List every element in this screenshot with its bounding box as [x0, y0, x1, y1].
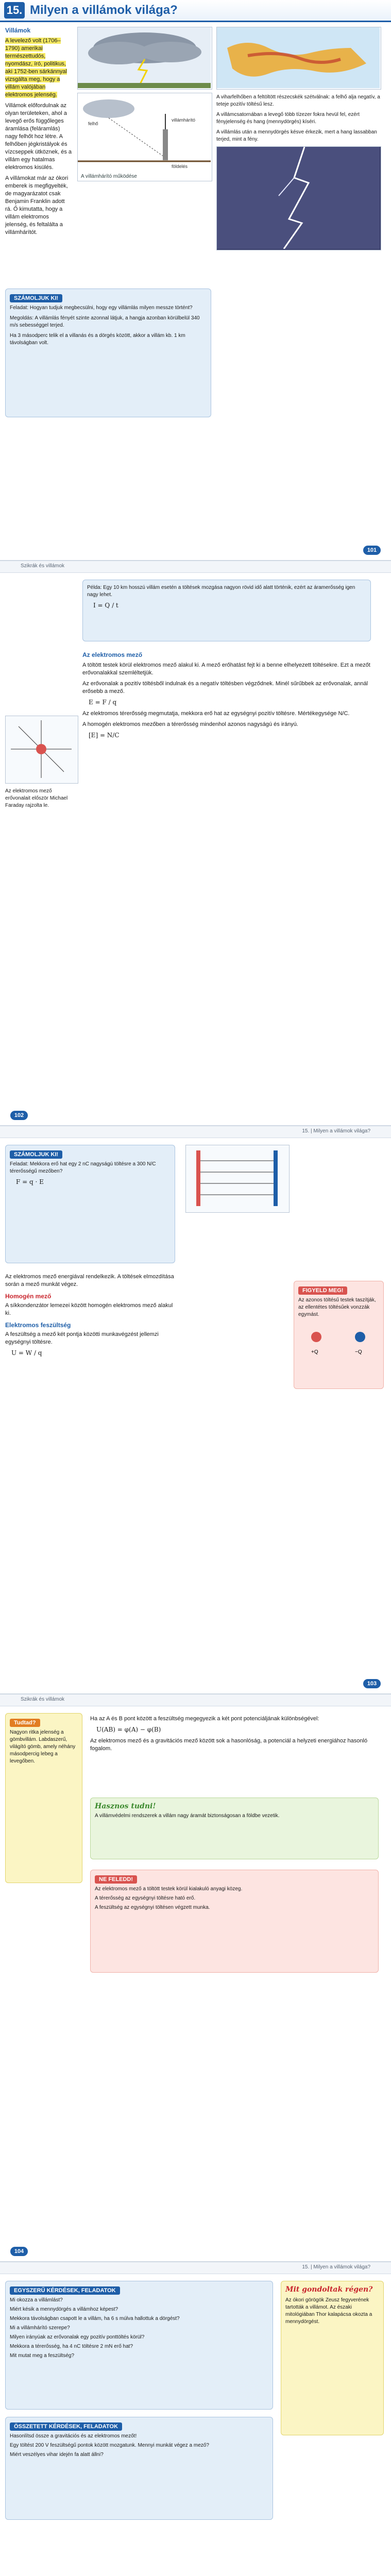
paragraph-field-3: Az elektromos térerősség megmutatja, mekkora erő hat az egységnyi pozitív töltésre. Mértékegysége N/C.	[82, 710, 350, 717]
page-number: 104	[10, 2247, 28, 2256]
lightning-photo	[216, 146, 381, 250]
side-text-3: A villámlás után a mennydörgés késve érkezik, mert a hang lassabban terjed, mint a fény.	[216, 129, 377, 142]
ne-feledd-title: NE FELEDD!	[95, 1875, 137, 1884]
history-text: Az ókori görögök Zeusz fegyverének tartották a villámot. Az északi mitológiában Thor kalapácsa okozta a mennydörgést.	[285, 2297, 372, 2325]
chapter-title-bar	[0, 0, 391, 22]
homogeneous-field-figure	[185, 1145, 290, 1213]
paragraph-analogy: Az elektromos mező és a gravitációs mező között sok a hasonlóság, a potenciál a helyzeti energiához hasonló fogalom.	[90, 1738, 368, 1752]
header-right-text: 15. | Milyen a villámok világa?	[302, 1128, 370, 1134]
tudtad-box	[5, 1713, 82, 1883]
paragraph-homogeneous: A síkkondenzátor lemezei között homogén elektromos mező alakul ki.	[5, 1302, 173, 1316]
lightning-rod-figure	[77, 93, 212, 181]
simple-exercises-title: EGYSZERŰ KÉRDÉSEK, FELADATOK	[10, 2286, 120, 2295]
calculate-result: Ha 3 másodperc telik el a villanás és a dörgés között, akkor a villám kb. 1 km távolságban volt.	[10, 333, 185, 346]
side-text-2: A villámcsatornában a levegő több tízezer fokra hevül fel, ezért fényjelenség és hang (mennydörgés) kíséri.	[216, 112, 360, 125]
tudtad-text: Nagyon ritka jelenség a gömbvillám. Labdaszerű, világító gömb, amely néhány másodpercig lebeg a levegőben.	[10, 1730, 76, 1764]
heading-homogeneous: Homogén mező	[5, 1293, 52, 1300]
paragraph-potential: Ha az A és B pont között a feszültség megegyezik a két pont potenciáljának különbségével:	[90, 1716, 319, 1722]
label-minus-charge: −Q	[355, 1349, 362, 1355]
header-right-text: 15. | Milyen a villámok világa?	[302, 2264, 370, 2270]
charges-diagram	[298, 1321, 380, 1358]
calculate-box-title: SZÁMOLJUK KI!	[10, 1150, 62, 1159]
ne-feledd-item: A térerősség az egységnyi töltésre ható erő.	[95, 1895, 196, 1901]
exercise-item: Mit mutat meg a feszültség?	[10, 2353, 75, 2359]
complex-exercises-box	[5, 2417, 273, 2520]
main-column	[82, 651, 371, 743]
example-box	[82, 580, 371, 641]
formula-unit: [E] = N/C	[89, 732, 120, 739]
hasznos-tudni-title: Hasznos tudni!	[95, 1802, 156, 1810]
formula-potential: U(AB) = φ(A) − φ(B)	[96, 1726, 161, 1733]
map-figure	[216, 27, 381, 90]
hasznos-tudni-text: A villámvédelmi rendszerek a villám nagy áramát biztonságosan a földbe vezetik.	[95, 1813, 280, 1819]
complex-item: Hasonlítsd össze a gravitációs és az elektromos mezőt!	[10, 2433, 137, 2439]
exercise-item: Mekkora távolságban csapott le a villám, ha 6 s múlva hallottuk a dörgést?	[10, 2316, 180, 2321]
page-104	[0, 1694, 391, 2261]
simple-exercises-box	[5, 2281, 273, 2410]
page-header	[0, 561, 391, 573]
left-column	[5, 27, 72, 240]
paragraph-voltage: A feszültség a mező két pontja közötti munkavégzést jellemzi egységnyi töltésre.	[5, 1331, 159, 1345]
page-header	[0, 1694, 391, 1706]
page-number: 101	[363, 546, 381, 555]
field-lines-figure	[5, 716, 78, 784]
figyeld-meg-box	[294, 1281, 384, 1389]
calculate-box	[5, 289, 211, 417]
main-column	[90, 1715, 379, 1756]
paragraph-field-1: A töltött testek körül elektromos mező alakul ki. A mező erőhatást fejt ki a benne elhelyezett töltésekre. Ezt a mezőt erővonalakkal szemléltetjük.	[82, 662, 370, 676]
figyeld-meg-text: Az azonos töltésű testek taszítják, az ellentétes töltésűek vonzzák egymást.	[298, 1297, 376, 1317]
ne-feledd-item: Az elektromos mező a töltött testek körül kialakuló anyagi közeg.	[95, 1886, 243, 1892]
world-map-illustration	[217, 27, 380, 88]
calculate-box	[5, 1145, 175, 1263]
header-left-text: Szikrák és villámok	[21, 563, 65, 569]
page-103	[0, 1126, 391, 1693]
header-left-text: Szikrák és villámok	[21, 1697, 65, 1702]
page-101	[0, 0, 391, 560]
cloud-figure	[77, 27, 212, 90]
paragraph-3: A villámokat már az ókori emberek is megfigyelték, de magyarázatot csak Benjamin Franklin adott rá. Ő kimutatta, hogy a villám elektromos jelenség, és feltalálta a villámhárítót.	[5, 175, 69, 235]
exercise-item: Mi a villámhárító szerepe?	[10, 2325, 70, 2331]
heading-voltage: Elektromos feszültség	[5, 1321, 71, 1329]
formula-field-strength: E = F / q	[89, 699, 117, 706]
side-note: Az elektromos mező erővonalait először Michael Faraday rajzolta le.	[5, 788, 68, 808]
exercise-item: Milyen irányúak az erővonalak egy pozitív ponttöltés körül?	[10, 2334, 145, 2340]
formula-voltage: U = W / q	[11, 1349, 42, 1357]
side-text-1: A viharfelhőben a feltöltött részecskék szétválnak: a felhő alja negatív, a teteje pozitív töltésű lesz.	[216, 94, 380, 107]
complex-item: Miért veszélyes vihar idején fa alatt állni?	[10, 2452, 104, 2458]
cloud-illustration	[78, 27, 211, 88]
example-formula: I = Q / t	[93, 602, 118, 609]
formula-force: F = q · E	[16, 1178, 44, 1185]
exercise-item: Mi okozza a villámlást?	[10, 2297, 63, 2303]
paragraph-field-2: Az erővonalak a pozitív töltésből indulnak és a negatív töltésben végződnek. Minél sűrűbbek az erővonalak, annál erősebb a mező.	[82, 681, 368, 694]
example-text: Példa: Egy 10 km hosszú villám esetén a töltések mozgása nagyon rövid idő alatt történik, ezért az áramerősség igen nagy lehet.	[87, 585, 355, 598]
chapter-number: 15.	[4, 2, 25, 19]
label-plus-charge: +Q	[311, 1349, 318, 1355]
calculate-solution: Megoldás: A villámlás fényét szinte azonnal látjuk, a hangja azonban körülbelül 340 m/s sebességgel terjed.	[10, 315, 200, 328]
label-rod: villámhárító	[172, 117, 196, 123]
paragraph-1: A levelező volt (1706–1790) amerikai természettudós, nyomdász, író, politikus, aki 1752-ben sárkánnyal vizsgálta meg, hogy a villám valójában elektromos jelenség.	[5, 38, 67, 98]
main-column	[5, 1273, 175, 1361]
lightning-rod-diagram	[78, 93, 211, 171]
label-cloud: felhő	[88, 121, 98, 126]
figyeld-meg-title: FIGYELD MEG!	[298, 1286, 347, 1295]
history-box	[281, 2281, 384, 2435]
hasznos-tudni-box	[90, 1798, 379, 1859]
page-102	[0, 561, 391, 1125]
complex-exercises-title: ÖSSZETETT KÉRDÉSEK, FELADATOK	[10, 2422, 122, 2431]
page-105	[0, 2262, 391, 2576]
paragraph-energy: Az elektromos mező energiával rendelkezik. A töltések elmozdítása során a mező munkát végez.	[5, 1274, 174, 1287]
paragraph-2: Villámok előfordulnak az olyan területeken, ahol a levegő erős függőleges áramlása (feláramlás) nagy felhőt hoz létre. A felhőben jégkristályok és vízcseppek ütköznek, és a villám egy hatalmas elektromos kisülés.	[5, 103, 72, 171]
page-number: 102	[10, 1111, 28, 1120]
capacitor-diagram	[186, 1145, 288, 1211]
label-ground: földelés	[172, 164, 188, 169]
figure-caption: A villámhárító működése	[81, 174, 137, 179]
calculate-task: Feladat: Hogyan tudjuk megbecsülni, hogy egy villámlás milyen messze történt?	[10, 305, 193, 311]
heading-electric-field: Az elektromos mező	[82, 651, 143, 658]
chapter-title: Milyen a villámok világa?	[30, 3, 178, 17]
ne-feledd-box	[90, 1870, 379, 1973]
paragraph-field-4: A homogén elektromos mezőben a térerősség mindenhol azonos nagyságú és irányú.	[82, 721, 298, 727]
complex-item: Egy töltést 200 V feszültségű pontok között mozgatunk. Mennyi munkát végez a mező?	[10, 2443, 209, 2448]
exercise-item: Miért késik a mennydörgés a villámhoz képest?	[10, 2307, 118, 2312]
calculate-task: Feladat: Mekkora erő hat egy 2 nC nagyságú töltésre a 300 N/C térerősségű mezőben?	[10, 1161, 156, 1174]
exercise-item: Mekkora a térerősség, ha 4 nC töltésre 2 mN erő hat?	[10, 2344, 133, 2349]
calculate-box-title: SZÁMOLJUK KI!	[10, 294, 62, 302]
page-number: 103	[363, 1679, 381, 1688]
ne-feledd-item: A feszültség az egységnyi töltésen végzett munka.	[95, 1905, 210, 1910]
page-header	[0, 1126, 391, 1138]
page-header	[0, 2262, 391, 2274]
tudtad-title: Tudtad?	[10, 1719, 40, 1727]
field-lines-diagram	[6, 716, 77, 782]
right-column	[216, 27, 381, 250]
history-title: Mit gondoltak régen?	[285, 2285, 373, 2294]
section-heading-villamok: Villámok	[5, 27, 31, 34]
lightning-bolt-photo	[217, 147, 380, 249]
